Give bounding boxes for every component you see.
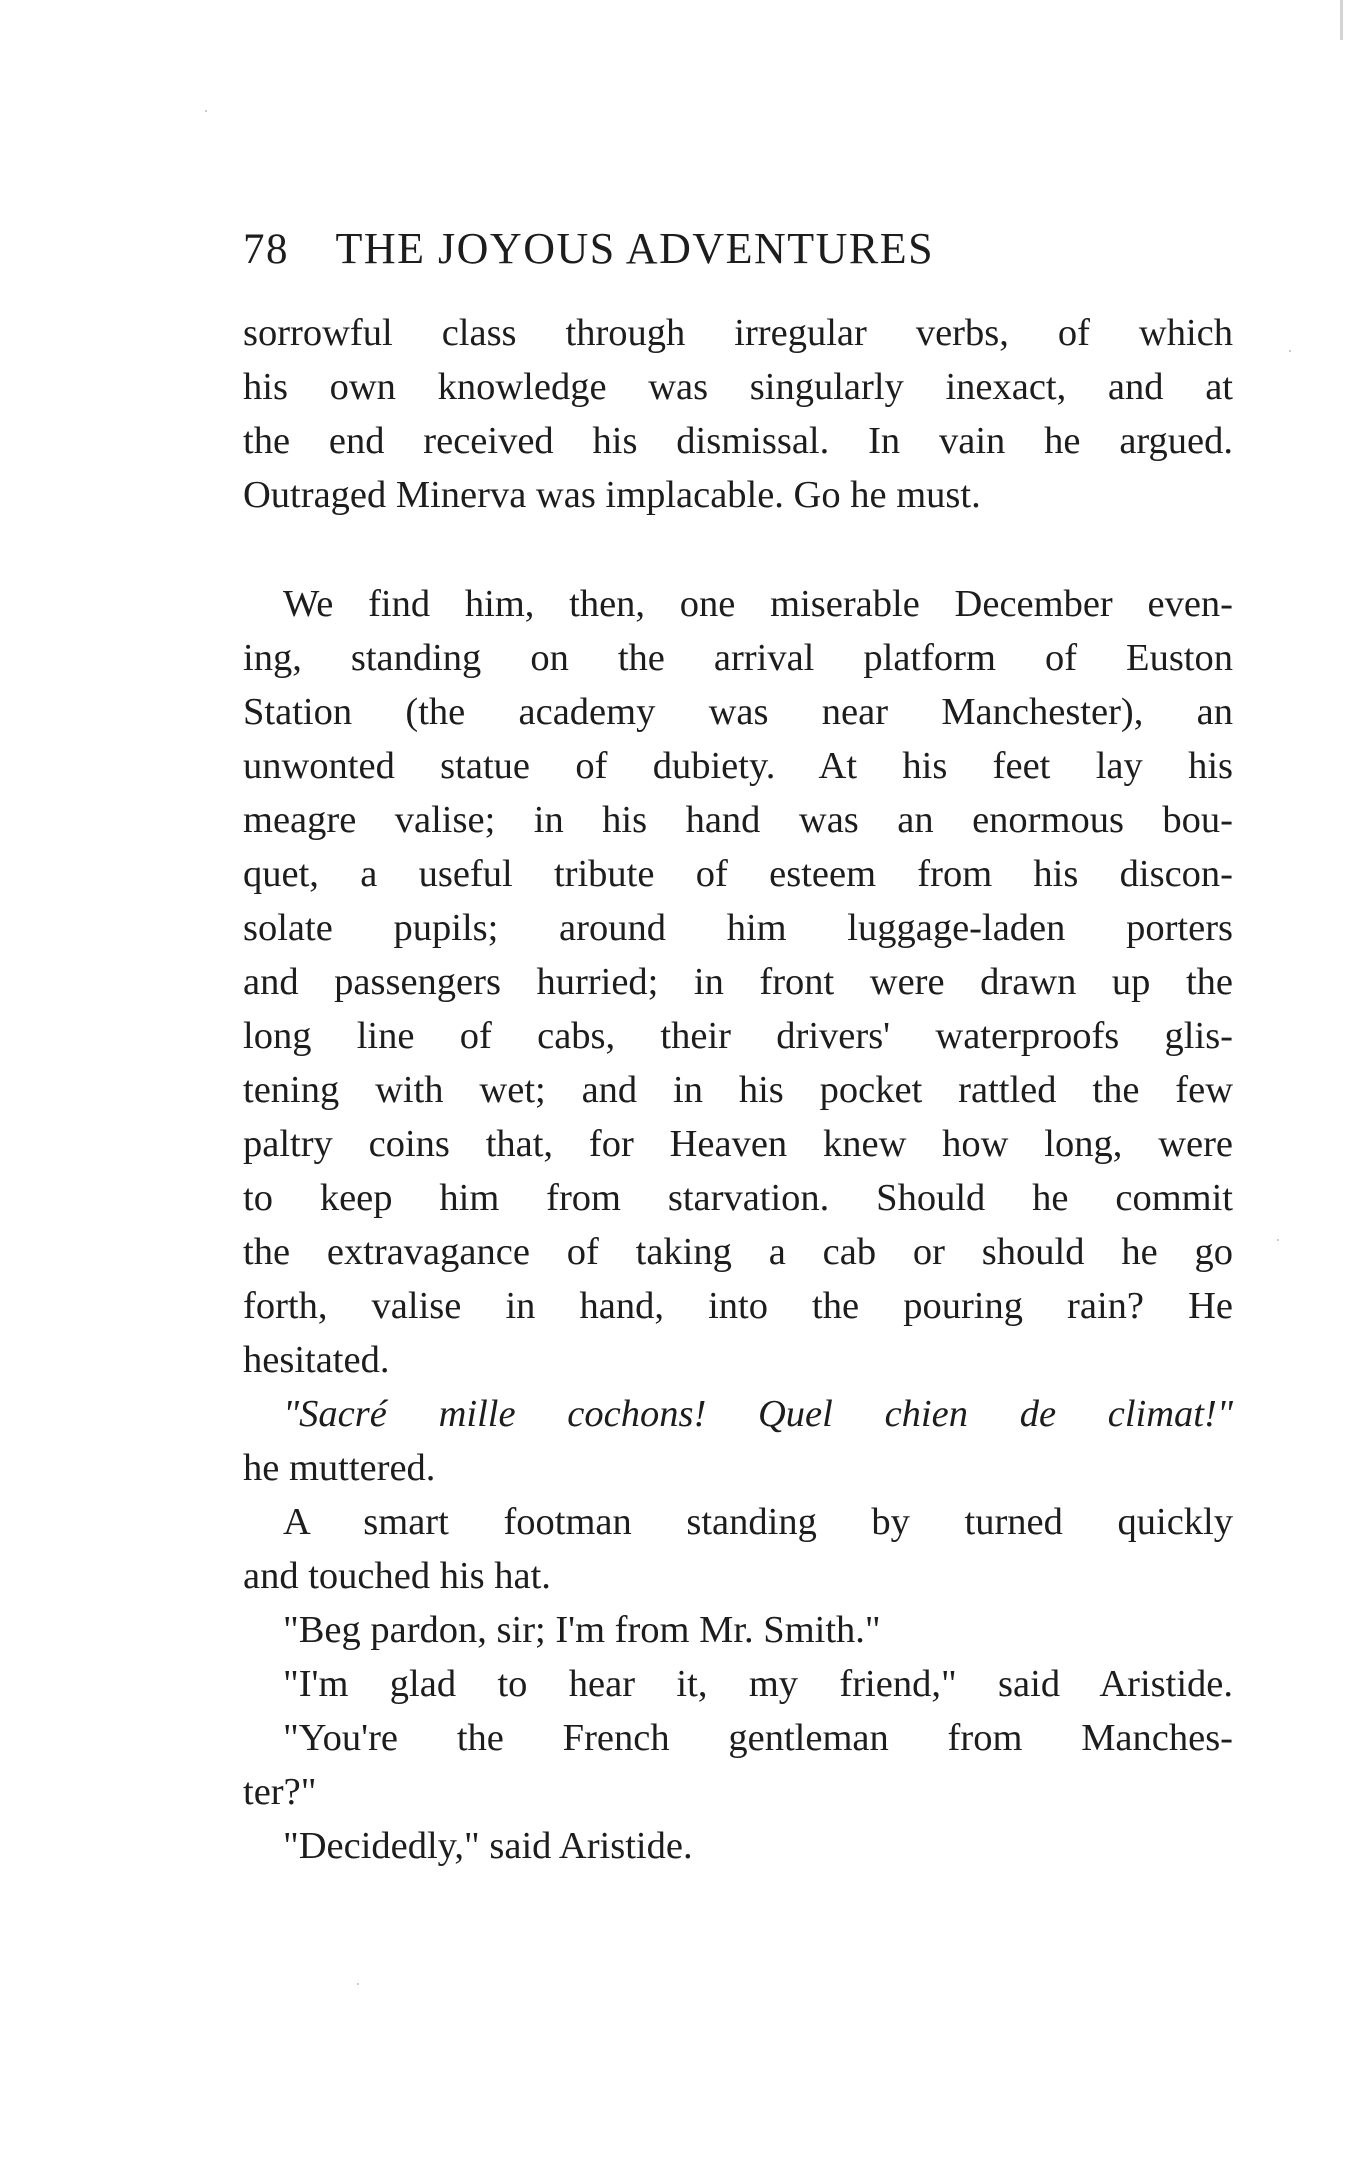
text-line: tening with wet; and in his pocket rattled the few	[243, 1069, 1233, 1111]
text-line: his own knowledge was singularly inexact, and at	[243, 366, 1233, 408]
text-line: Outraged Minerva was implacable. Go he must.	[243, 474, 981, 516]
text-line: ter?"	[243, 1771, 317, 1813]
text-line: quet, a useful tribute of esteem from his discon-	[243, 853, 1233, 895]
paragraph-1	[243, 306, 1233, 522]
text-line: meagre valise; in his hand was an enormous bou-	[243, 799, 1233, 841]
text-line: to keep him from starvation. Should he commit	[243, 1177, 1233, 1219]
text-line: solate pupils; around him luggage-laden porters	[243, 907, 1233, 949]
text-line: "I'm glad to hear it, my friend," said Aristide.	[283, 1663, 1233, 1705]
paper-speck	[205, 110, 207, 112]
text-line: "Decidedly," said Aristide.	[283, 1825, 693, 1867]
text-line-french-exclamation: "Sacré mille cochons! Quel chien de climat!"	[283, 1393, 1233, 1435]
page-header	[243, 222, 1233, 277]
text-line: "Beg pardon, sir; I'm from Mr. Smith."	[283, 1609, 881, 1651]
scan-edge-mark	[1340, 0, 1343, 40]
text-line: forth, valise in hand, into the pouring rain? He	[243, 1285, 1233, 1327]
text-line: the end received his dismissal. In vain he argued.	[243, 420, 1233, 462]
text-line: A smart footman standing by turned quickly	[283, 1501, 1233, 1543]
text-line: hesitated.	[243, 1339, 390, 1381]
paper-speck	[357, 1983, 359, 1985]
paragraph-2-and-dialogue	[243, 577, 1233, 1873]
text-line: the extravagance of taking a cab or should he go	[243, 1231, 1233, 1273]
page-number: 78	[243, 226, 289, 273]
paper-speck	[1289, 350, 1291, 352]
text-line: ing, standing on the arrival platform of Euston	[243, 637, 1233, 679]
paper-speck	[1277, 1239, 1279, 1241]
text-line: sorrowful class through irregular verbs, of which	[243, 312, 1233, 354]
text-line: he muttered.	[243, 1447, 436, 1489]
running-head: THE JOYOUS ADVENTURES	[335, 224, 935, 273]
text-line: and passengers hurried; in front were drawn up the	[243, 961, 1233, 1003]
text-line: long line of cabs, their drivers' waterproofs glis-	[243, 1015, 1233, 1057]
text-line: paltry coins that, for Heaven knew how long, were	[243, 1123, 1233, 1165]
text-line: unwonted statue of dubiety. At his feet lay his	[243, 745, 1233, 787]
text-line: and touched his hat.	[243, 1555, 551, 1597]
text-line: "You're the French gentleman from Manches-	[283, 1717, 1233, 1759]
text-line: Station (the academy was near Manchester), an	[243, 691, 1233, 733]
text-line: We find him, then, one miserable December even-	[283, 583, 1233, 625]
